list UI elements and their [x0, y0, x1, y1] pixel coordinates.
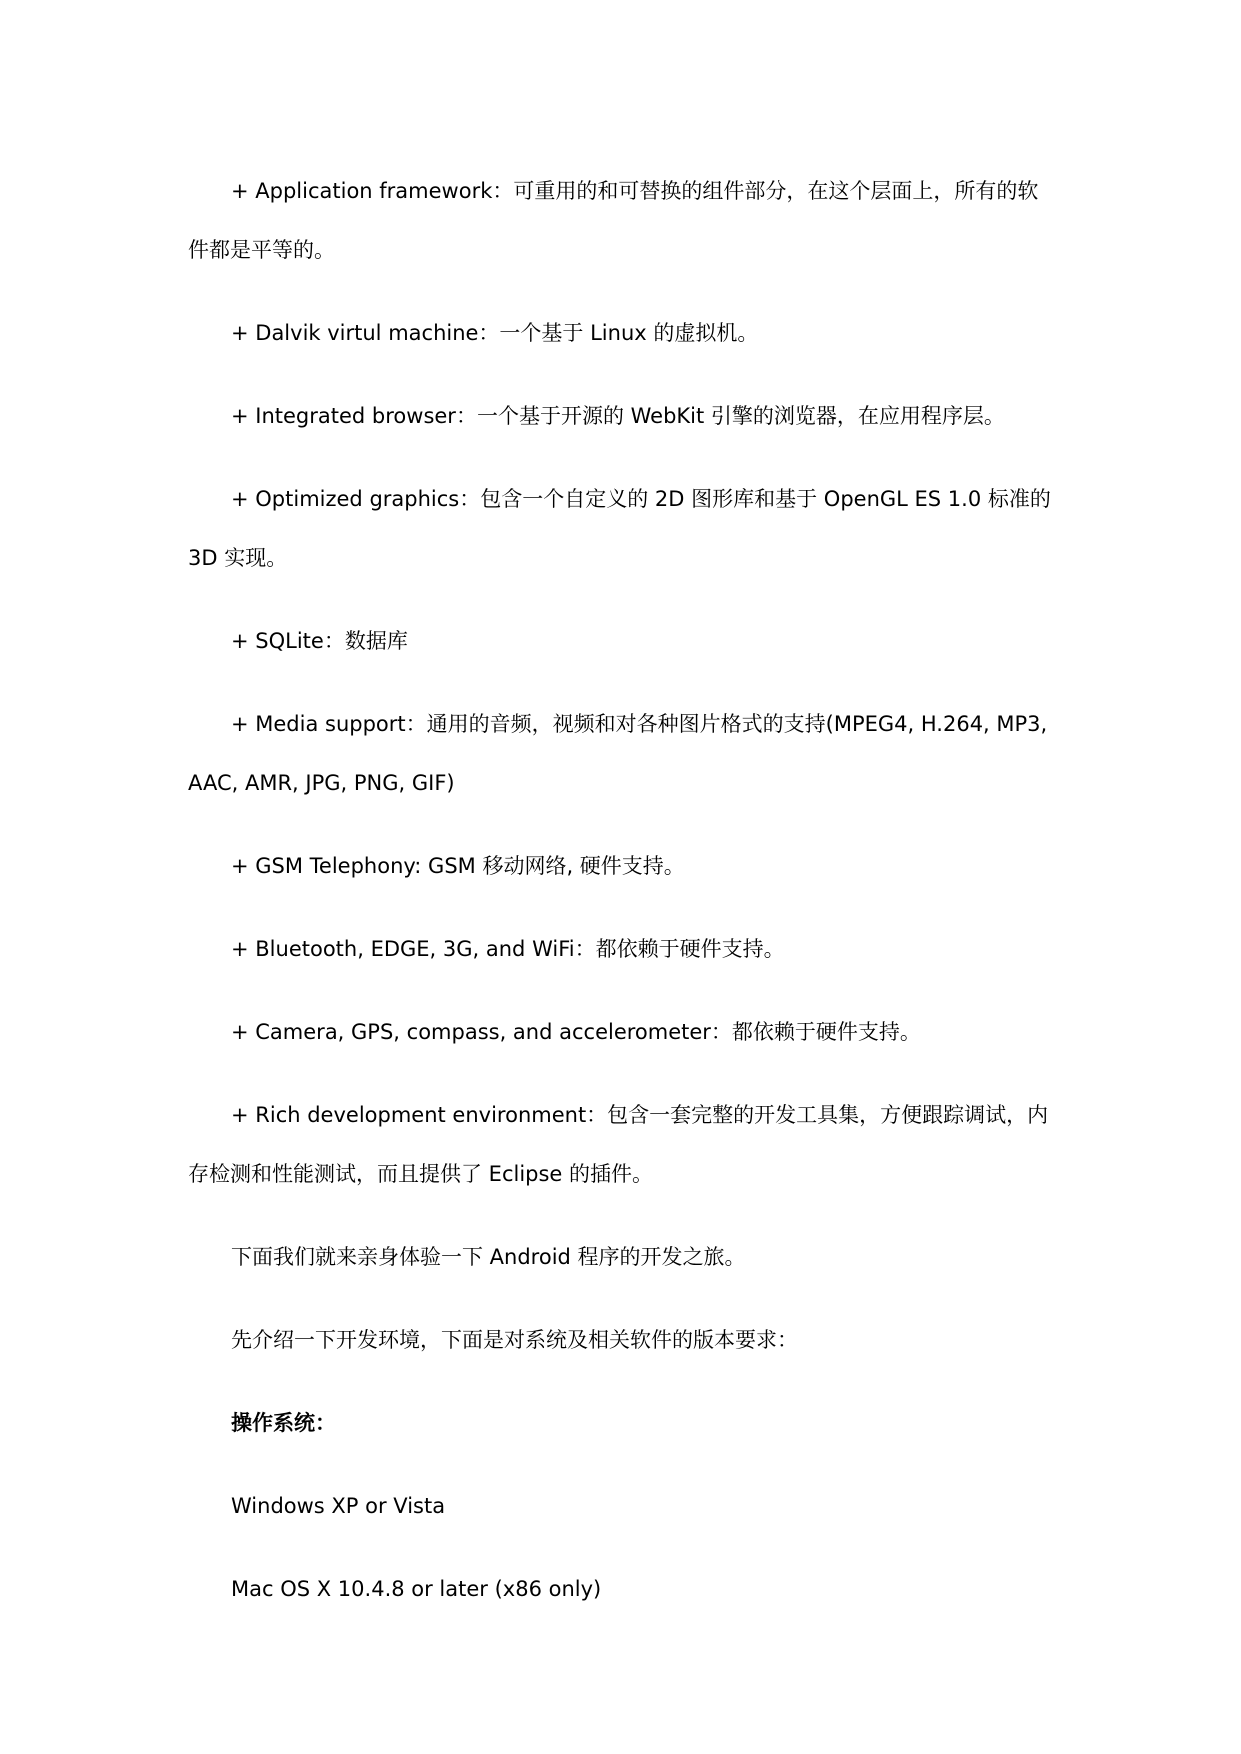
paragraph-media-support: + Media support：通用的音频，视频和对各种图片格式的支持(MPEG4, H.264, MP3, AAC, AMR, JPG, PNG, GIF) — [188, 712, 1048, 795]
paragraph-dalvik-vm: + Dalvik virtul machine：一个基于 Linux 的虚拟机。 — [231, 321, 759, 345]
paragraph-connectivity: + Bluetooth, EDGE, 3G, and WiFi：都依赖于硬件支持。 — [231, 937, 785, 961]
paragraph-intro-journey: 下面我们就来亲身体验一下 Android 程序的开发之旅。 — [231, 1245, 746, 1269]
paragraph-application-framework: + Application framework：可重用的和可替换的组件部分，在这个层面上，所有的软件都是平等的。 — [188, 179, 1039, 262]
paragraph-optimized-graphics: + Optimized graphics：包含一个自定义的 2D 图形库和基于 OpenGL ES 1.0 标准的 3D 实现。 — [188, 487, 1051, 570]
document-body — [188, 162, 1051, 1643]
paragraph-integrated-browser: + Integrated browser：一个基于开源的 WebKit 引擎的浏览器，在应用程序层。 — [231, 404, 1005, 428]
paragraph-os-windows: Windows XP or Vista — [231, 1494, 446, 1518]
heading-operating-system: 操作系统： — [231, 1411, 336, 1435]
paragraph-sensors: + Camera, GPS, compass, and accelerometer：都依赖于硬件支持。 — [231, 1020, 921, 1044]
paragraph-gsm-telephony: + GSM Telephony: GSM 移动网络, 硬件支持。 — [231, 854, 685, 878]
paragraph-sqlite: + SQLite：数据库 — [231, 629, 408, 653]
paragraph-dev-environment: + Rich development environment：包含一套完整的开发工具集，方便跟踪调试，内存检测和性能测试，而且提供了 Eclipse 的插件。 — [188, 1103, 1049, 1186]
paragraph-os-mac: Mac OS X 10.4.8 or later (x86 only) — [231, 1577, 602, 1601]
paragraph-requirements-intro: 先介绍一下开发环境，下面是对系统及相关软件的版本要求： — [231, 1328, 798, 1352]
